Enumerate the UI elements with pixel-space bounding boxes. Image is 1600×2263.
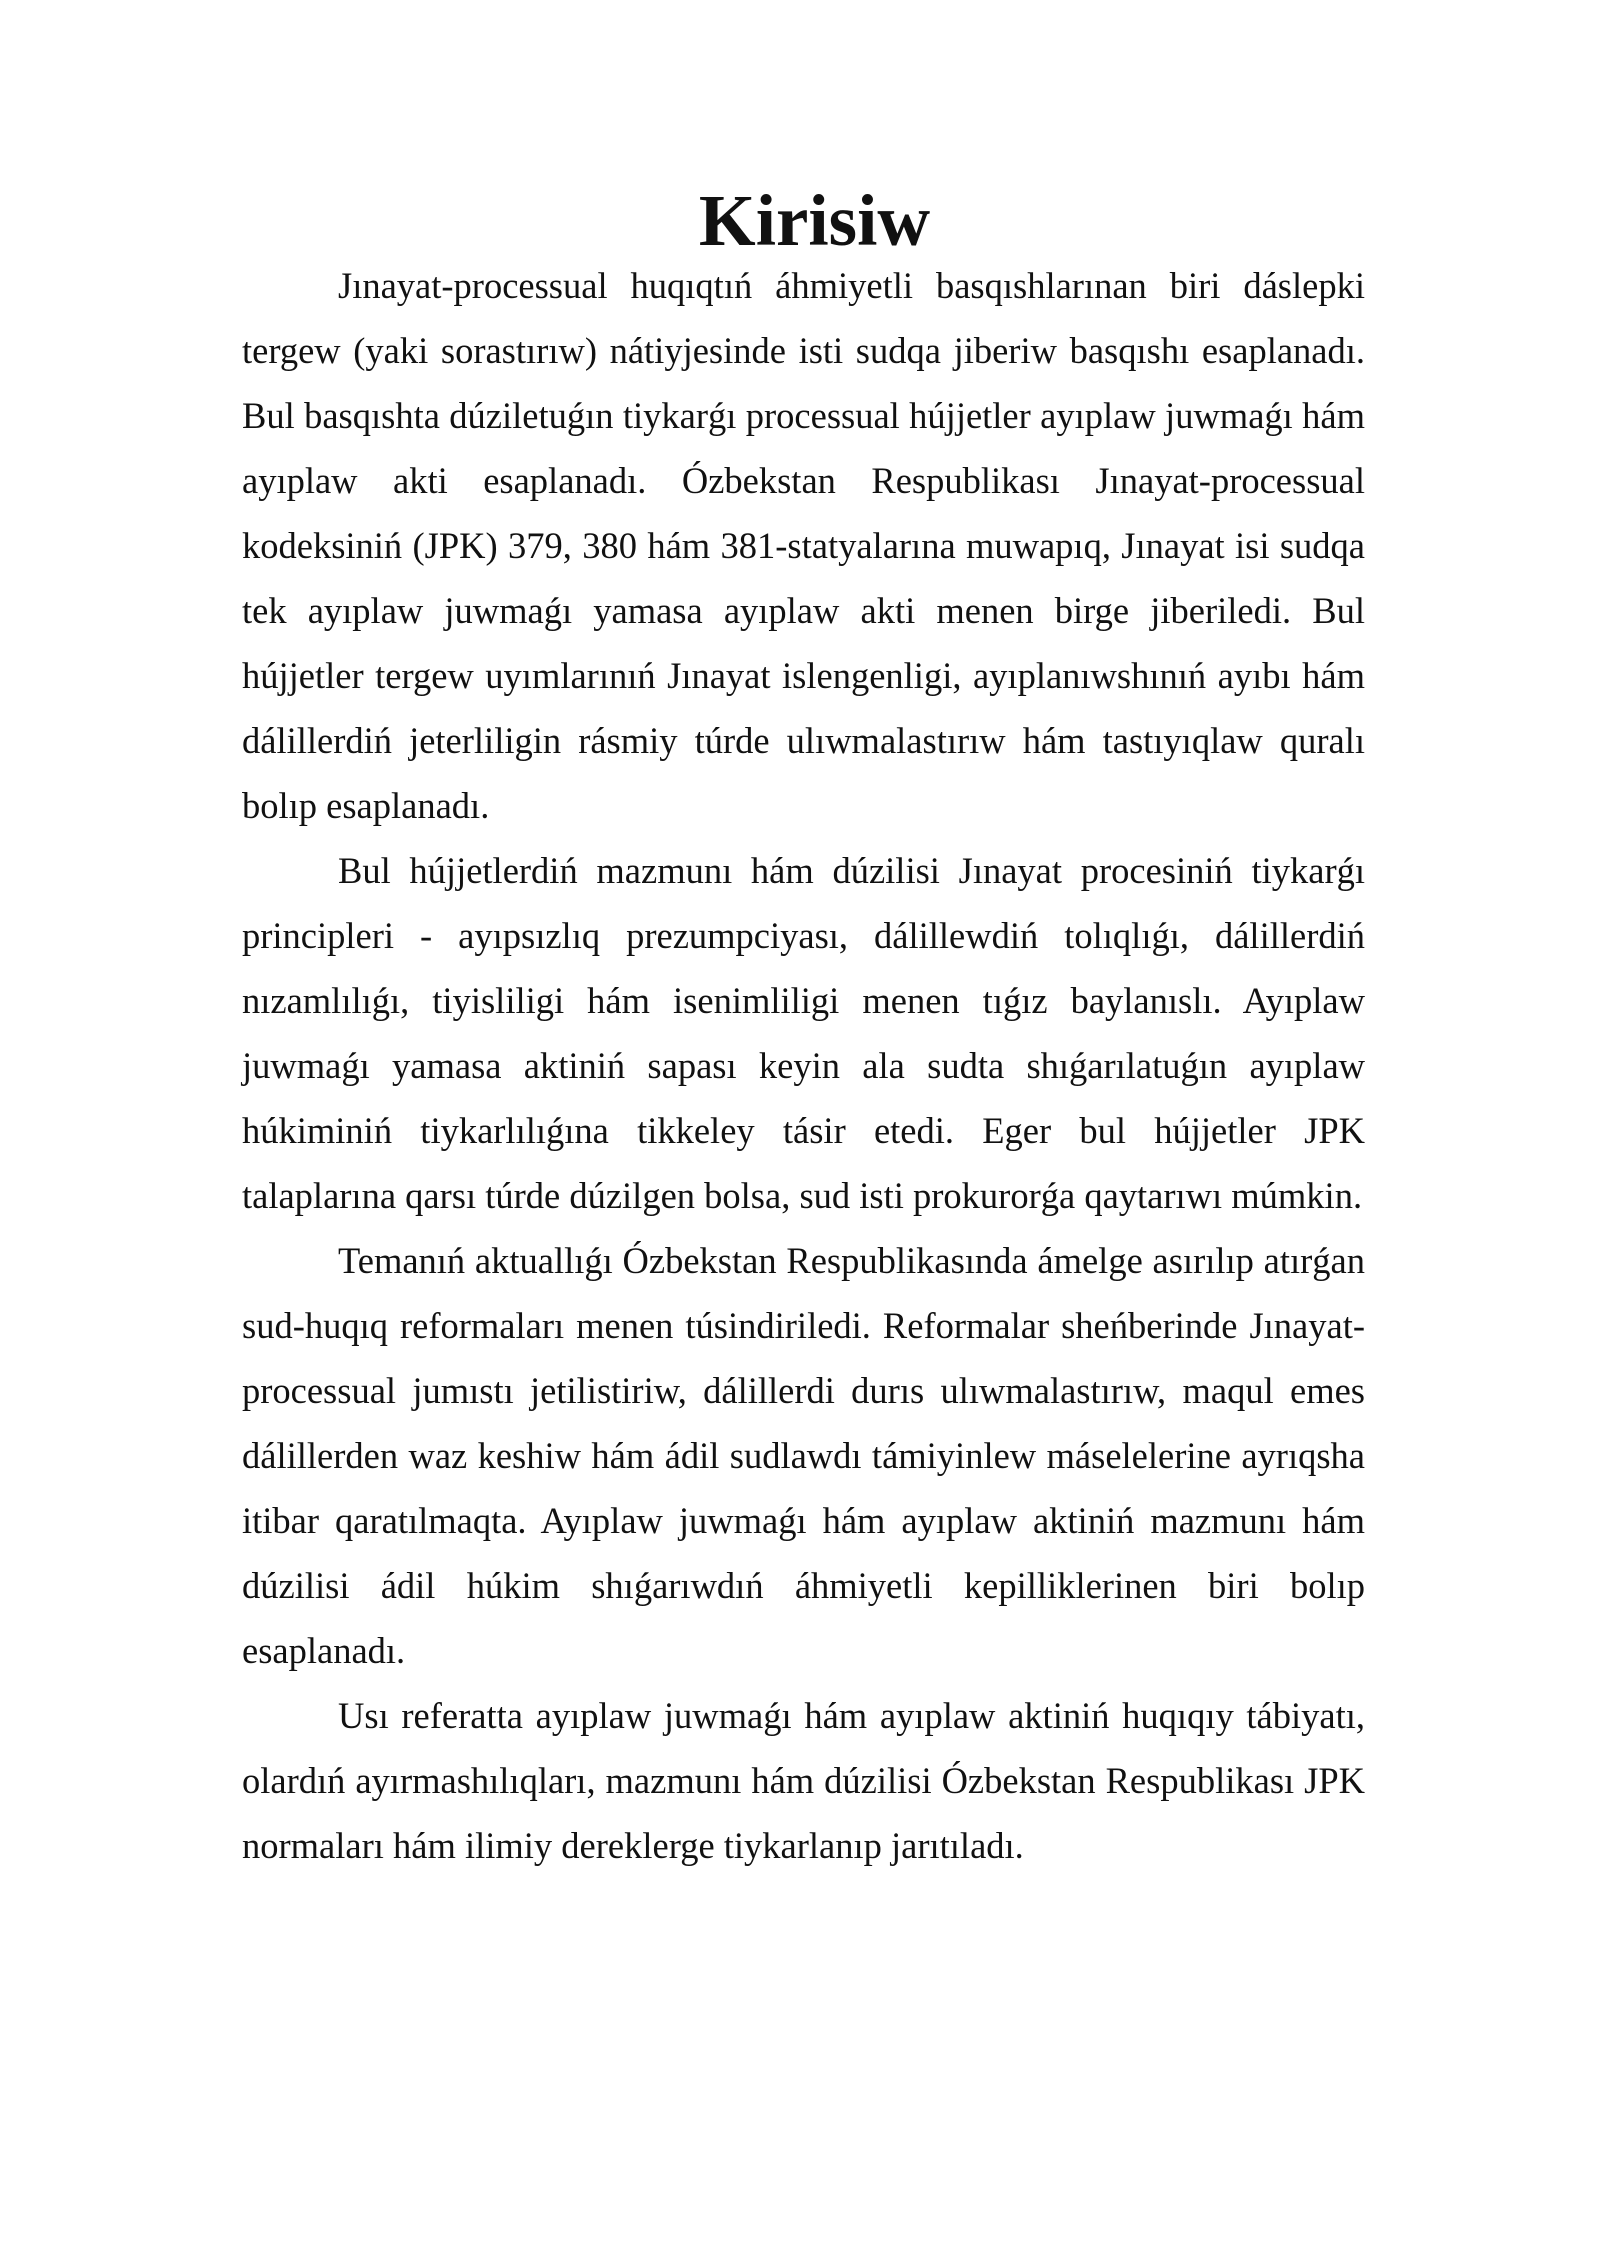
- paragraph-4: Usı referatta ayıplaw juwmaǵı hám ayıplaw aktiniń huqıqıy tábiyatı, olardıń ayırmashılıqları, mazmunı hám dúzilisi Ózbekstan Respublikası JPK normaları hám ilimiy dereklerge tiykarlanıp jarıtıladı.: [242, 1695, 1365, 1866]
- page-title: Kirisiw: [698, 180, 931, 261]
- document-body: [242, 180, 1365, 1878]
- paragraph-1: Jınayat-processual huqıqtıń áhmiyetli basqıshlarınan biri dáslepki tergew (yaki sorastırıw) nátiyjesinde isti sudqa jiberiw basqıshı esaplanadı. Bul basqıshta dúziletuǵın tiykarǵı processual hújjetler ayıplaw juwmaǵı hám ayıplaw akti esaplanadı. Ózbekstan Respublikası Jınayat-processual kodeksiniń (JPK) 379, 380 hám 381-statyalarına muwapıq, Jınayat isi sudqa tek ayıplaw juwmaǵı yamasa ayıplaw akti menen birge jiberiledi. Bul hújjetler tergew uyımlarınıń Jınayat islengenligi, ayıplanıwshınıń ayıbı hám dálillerdiń jeterliligin rásmiy túrde ulıwmalastırıw hám tastıyıqlaw quralı bolıp esaplanadı.: [242, 265, 1365, 826]
- paragraph-2: Bul hújjetlerdiń mazmunı hám dúzilisi Jınayat procesiniń tiykarǵı principleri - ayıpsızlıq prezumpciyası, dálillewdiń tolıqlıǵı, dálillerdiń nızamlılıǵı, tiyisliligi hám isenimliligi menen tıǵız baylanıslı. Ayıplaw juwmaǵı yamasa aktiniń sapası keyin ala sudta shıǵarılatuǵın ayıplaw húkiminiń tiykarlılıǵına tikkeley tásir etedi. Eger bul hújjetler JPK talaplarına qarsı túrde dúzilgen bolsa, sud isti prokurorǵa qaytarıwı múmkin.: [242, 850, 1365, 1216]
- paragraph-3: Temanıń aktuallıǵı Ózbekstan Respublikasında ámelge asırılıp atırǵan sud-huqıq reformaları menen túsindiriledi. Reformalar sheńberinde Jınayat-processual jumıstı jetilistiriw, dálillerdi durıs ulıwmalastırıw, maqul emes dálillerden waz keshiw hám ádil sudlawdı támiyinlew máselelerine ayrıqsha itibar qaratılmaqta. Ayıplaw juwmaǵı hám ayıplaw aktiniń mazmunı hám dúzilisi ádil húkim shıǵarıwdıń áhmiyetli kepilliklerinen biri bolıp esaplanadı.: [242, 1240, 1365, 1671]
